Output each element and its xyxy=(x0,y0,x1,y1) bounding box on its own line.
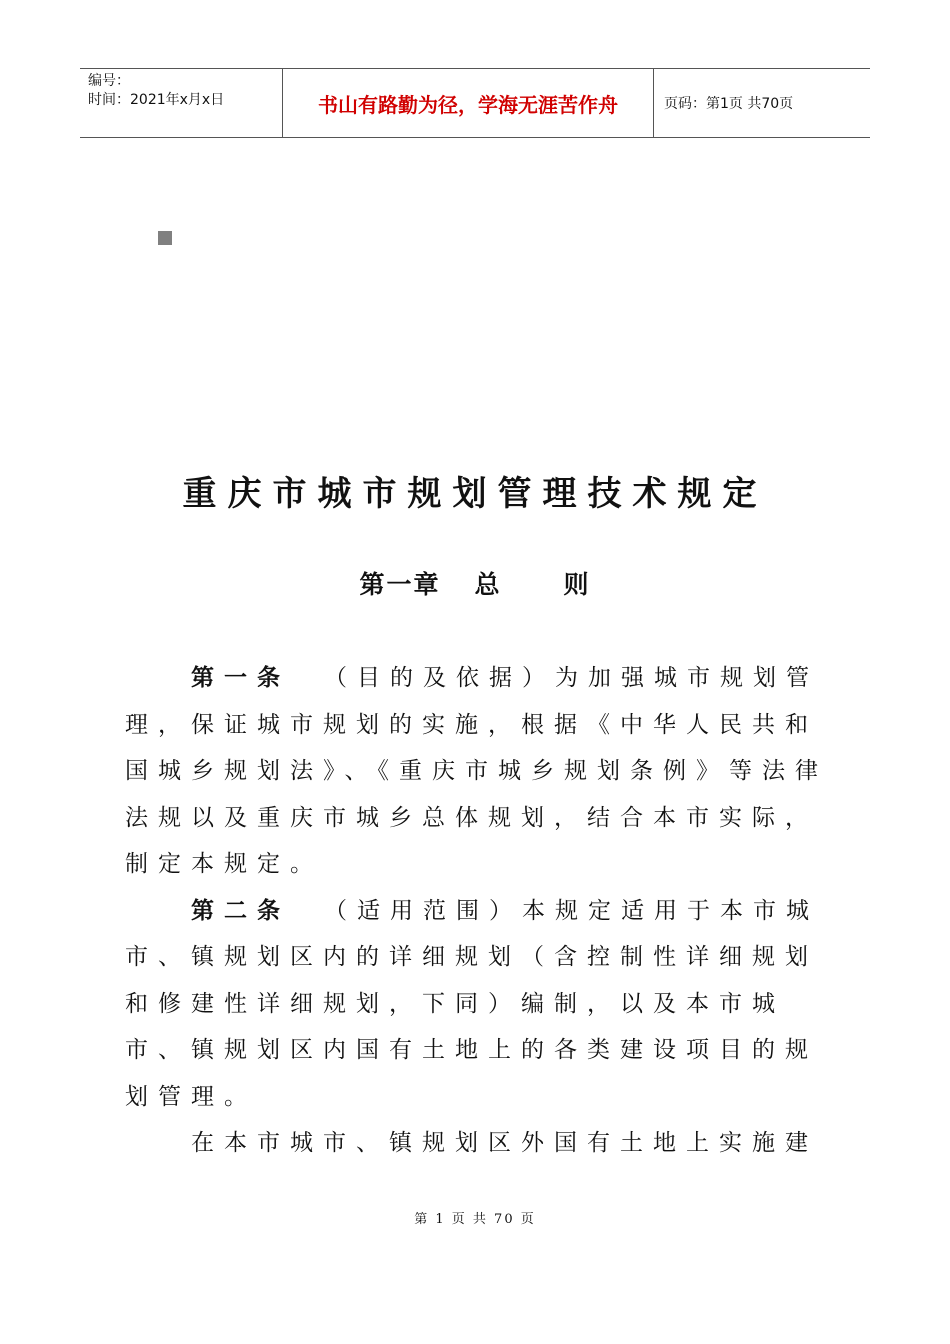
document-title: 重庆市城市规划管理技术规定 xyxy=(182,474,768,514)
chapter-number: 第一章 xyxy=(359,570,441,599)
article-label: 第二条 xyxy=(191,897,290,924)
square-bullet-icon xyxy=(158,231,172,245)
document-body xyxy=(125,655,837,1167)
header-page-info: 页码：第1页 共70页 xyxy=(664,96,794,112)
article-paragraph xyxy=(125,888,837,1121)
header-motto: 书山有路勤为径，学海无涯苦作舟 xyxy=(282,69,654,137)
header-meta xyxy=(80,69,282,137)
chapter-word-a: 总 xyxy=(474,570,502,599)
article-label: 第一条 xyxy=(191,665,290,691)
article-text: （目的及依据）为加强城市规划管理，保证城市规划的实施，根据《中华人民共和国城乡规划法》、《重庆市城乡规划条例》等法律法规以及重庆市城乡总体规划，结合本市实际，制定本规定。 xyxy=(125,665,828,877)
chapter-word-b: 则 xyxy=(563,570,591,599)
page-header xyxy=(80,68,870,138)
body-paragraph: 在本市城市、镇规划区外国有土地上实施建 xyxy=(191,1130,818,1156)
document-number-label: 编号： xyxy=(88,73,130,89)
chapter-heading xyxy=(0,565,950,601)
page-footer: 第 1 页 共 70 页 xyxy=(414,1212,536,1227)
article-paragraph xyxy=(125,655,837,888)
article-text: （适用范围）本规定适用于本市城市、镇规划区内的详细规划（含控制性详细规划和修建性详细规划，下同）编制，以及本市城市、镇规划区内国有土地上的各类建设项目的规划管理。 xyxy=(125,897,819,1110)
document-time-label: 时间：2021年x月x日 xyxy=(88,92,225,108)
